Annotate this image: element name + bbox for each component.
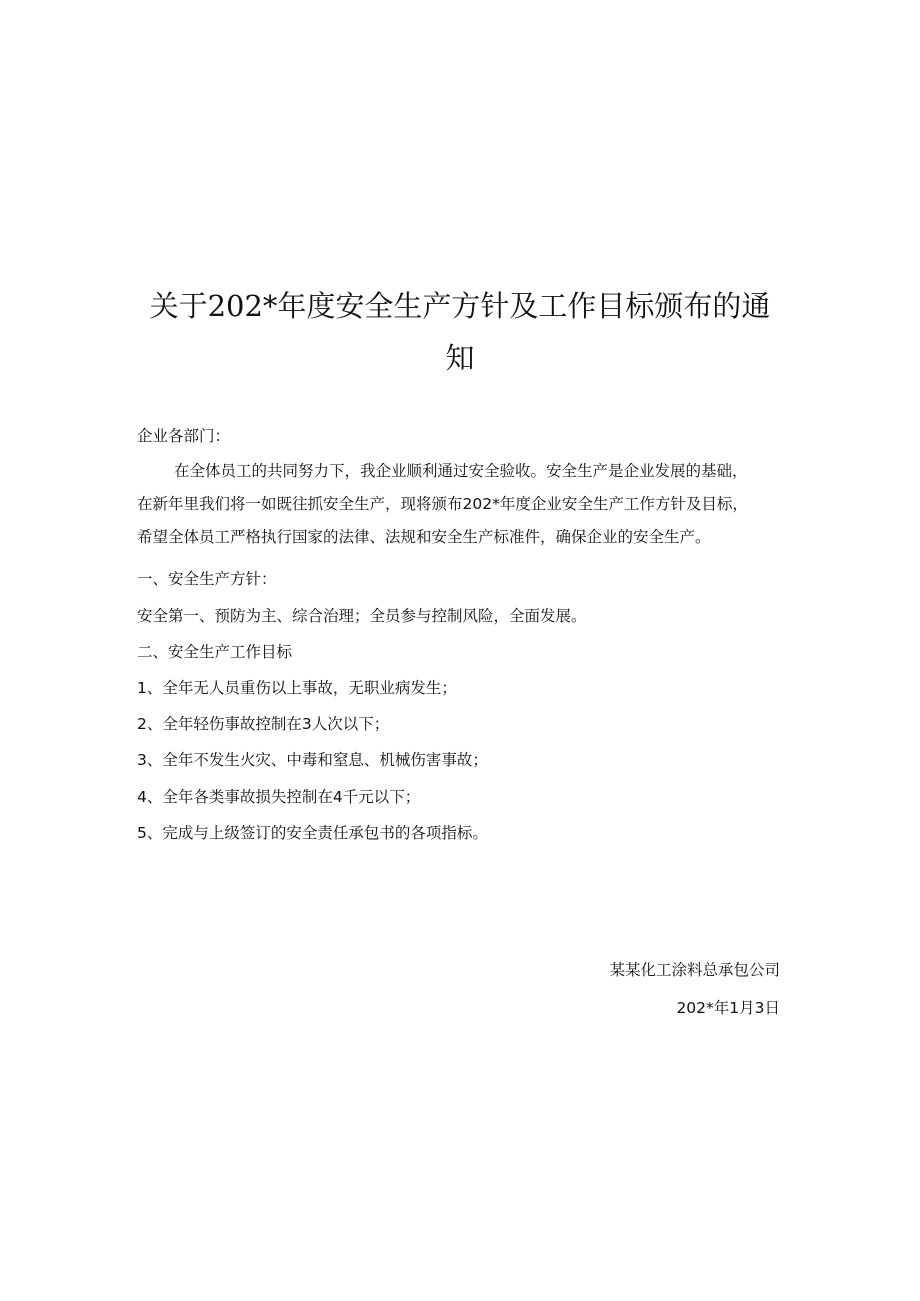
salutation: 企业各部门： <box>137 427 231 445</box>
section-1-heading: 一、安全生产方针： <box>137 570 277 588</box>
section-2-heading: 二、安全生产工作目标 <box>137 643 293 661</box>
section-1-text: 安全第一、预防为主、综合治理；全员参与控制风险，全面发展。 <box>137 607 587 625</box>
goal-item-3: 3、全年不发生火灾、中毒和窒息、机械伤害事故； <box>137 751 488 769</box>
goal-item-5: 5、完成与上级签订的安全责任承包书的各项指标。 <box>137 824 488 842</box>
intro-line-1: 在全体员工的共同努力下，我企业顺利通过安全验收。安全生产是企业发展的基础， <box>174 462 748 480</box>
goal-item-1: 1、全年无人员重伤以上事故，无职业病发生； <box>137 679 457 697</box>
signature-date: 202*年1月3日 <box>676 999 780 1017</box>
document-title-line-1: 关于202*年度安全生产方针及工作目标颁布的通 <box>149 289 771 323</box>
goal-item-4: 4、全年各类事故损失控制在4千元以下； <box>137 788 421 806</box>
intro-line-2: 在新年里我们将一如既往抓安全生产，现将颁布202*年度企业安全生产工作方针及目标， <box>137 495 748 513</box>
document-title-line-2: 知 <box>445 341 475 375</box>
intro-paragraph <box>137 459 787 558</box>
signature-company: 某某化工涂料总承包公司 <box>609 961 780 979</box>
goal-item-2: 2、全年轻伤事故控制在3人次以下； <box>137 715 390 733</box>
intro-line-3: 希望全体员工严格执行国家的法律、法规和安全生产标准件，确保企业的安全生产。 <box>137 528 711 546</box>
